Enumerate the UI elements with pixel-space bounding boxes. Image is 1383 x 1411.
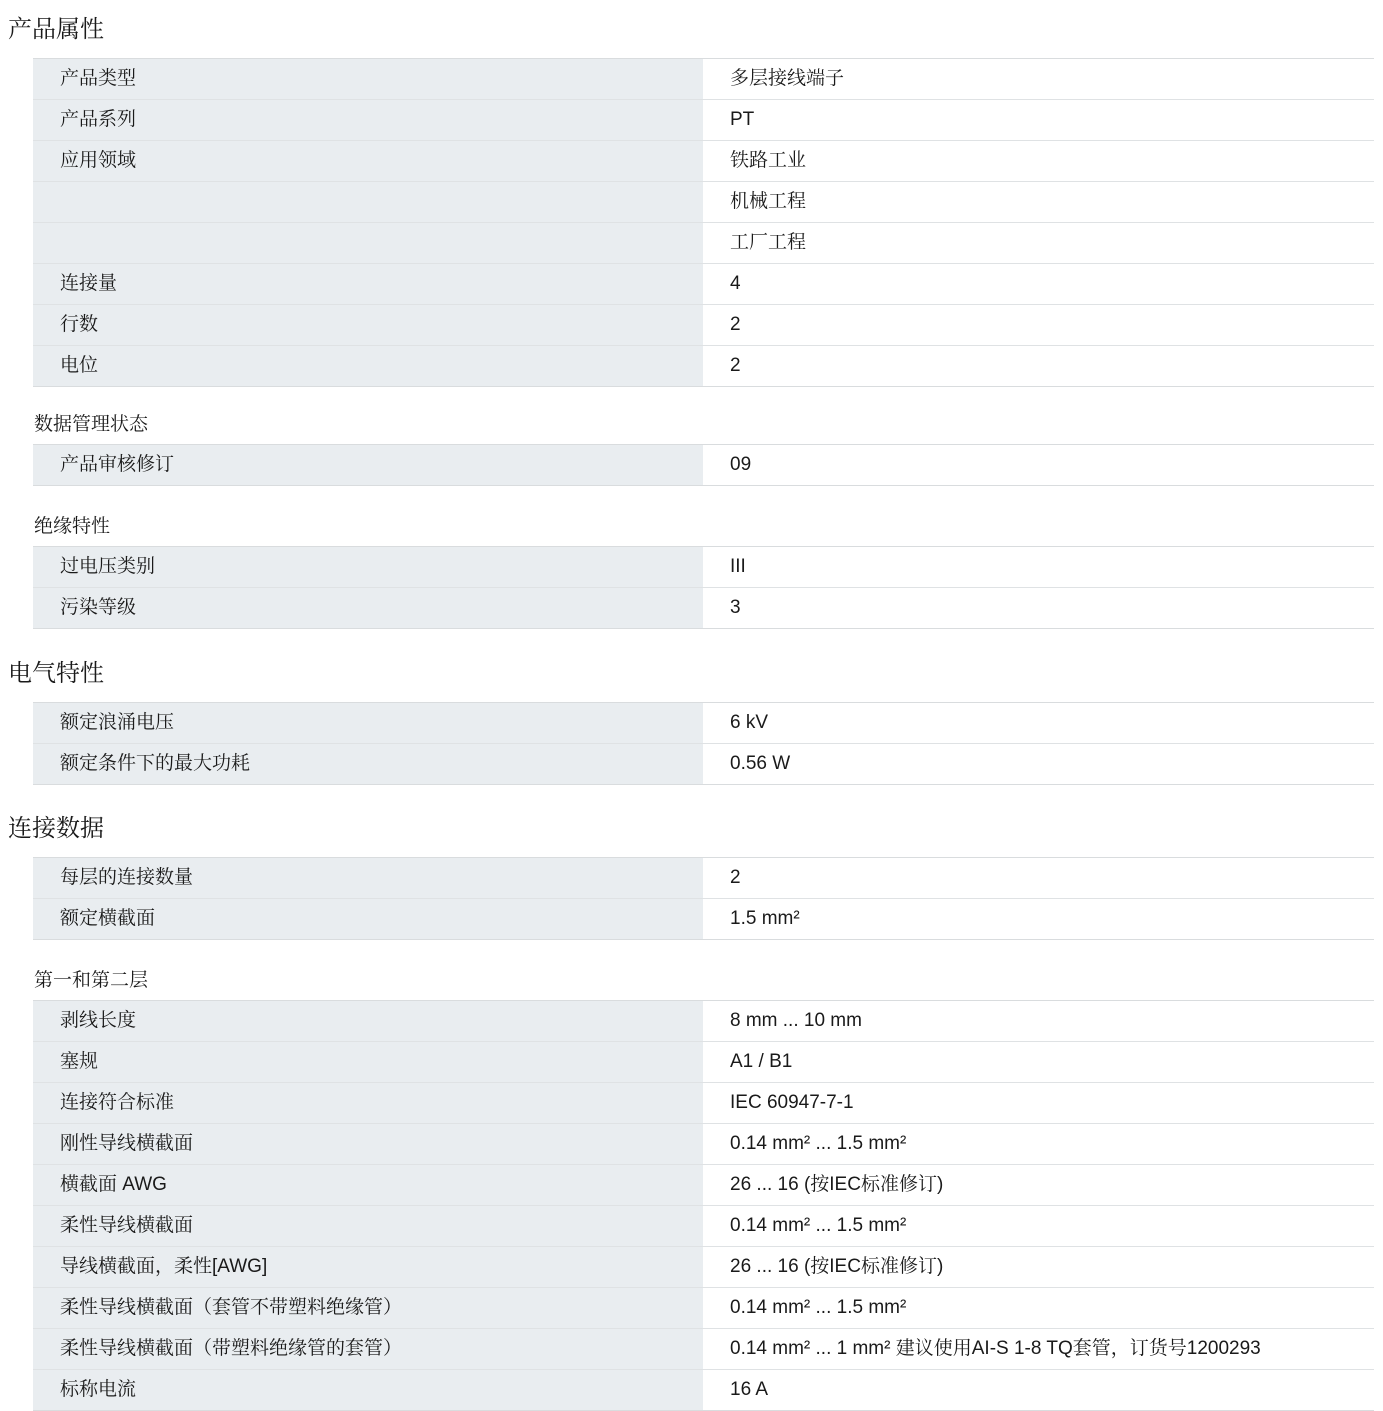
row-value: A1 / B1: [703, 1042, 1374, 1082]
row-key: 连接量: [33, 264, 703, 304]
row-key: 横截面 AWG: [33, 1165, 703, 1205]
row-value: 2: [703, 305, 1374, 345]
row-value: 工厂工程: [703, 223, 1374, 263]
row-key: 应用领域: [33, 141, 703, 181]
row-key: 剥线长度: [33, 1001, 703, 1041]
table-row: [33, 140, 1374, 181]
table-row: [33, 743, 1374, 784]
row-key: 柔性导线横截面（带塑料绝缘管的套管）: [33, 1329, 703, 1369]
table-row: [33, 445, 1374, 485]
row-key: 额定浪涌电压: [33, 703, 703, 743]
table-row: [33, 1287, 1374, 1328]
table-row: [33, 1123, 1374, 1164]
row-value: 多层接线端子: [703, 59, 1374, 99]
row-key: 污染等级: [33, 588, 703, 628]
table-row: [33, 1369, 1374, 1410]
table-row: [33, 304, 1374, 345]
table-row: [33, 1205, 1374, 1246]
table-row: [33, 59, 1374, 99]
row-key: 标称电流: [33, 1370, 703, 1410]
row-key: 产品审核修订: [33, 445, 703, 485]
row-key: 连接符合标准: [33, 1083, 703, 1123]
table-row: [33, 1164, 1374, 1205]
row-key: 额定条件下的最大功耗: [33, 744, 703, 784]
table-row: [33, 858, 1374, 898]
row-value: 0.14 mm² ... 1 mm² 建议使用AI-S 1-8 TQ套管，订货号1200293: [703, 1329, 1374, 1369]
row-key-empty: [33, 223, 703, 263]
row-key-empty: [33, 182, 703, 222]
row-key: 柔性导线横截面（套管不带塑料绝缘管）: [33, 1288, 703, 1328]
row-key: 产品类型: [33, 59, 703, 99]
row-value: IEC 60947-7-1: [703, 1083, 1374, 1123]
row-value: 2: [703, 858, 1374, 898]
table-row: [33, 99, 1374, 140]
row-key: 每层的连接数量: [33, 858, 703, 898]
table-row: [33, 1001, 1374, 1041]
section-title-connection: 连接数据: [8, 815, 104, 842]
table-row: [33, 345, 1374, 386]
row-value: 6 kV: [703, 703, 1374, 743]
row-value: 1.5 mm²: [703, 899, 1374, 939]
insulation-table: [33, 546, 1374, 629]
row-key: 产品系列: [33, 100, 703, 140]
row-key: 导线横截面，柔性[AWG]: [33, 1247, 703, 1287]
row-key: 额定横截面: [33, 899, 703, 939]
table-row: [33, 181, 1374, 222]
row-value: 3: [703, 588, 1374, 628]
row-value: 26 ... 16 (按IEC标准修订): [703, 1247, 1374, 1287]
subtitle-layers: 第一和第二层: [34, 970, 149, 991]
row-value: PT: [703, 100, 1374, 140]
product-attributes-table: [33, 58, 1374, 387]
table-row: [33, 898, 1374, 939]
row-value: 铁路工业: [703, 141, 1374, 181]
row-value: 8 mm ... 10 mm: [703, 1001, 1374, 1041]
row-key: 行数: [33, 305, 703, 345]
row-value: 26 ... 16 (按IEC标准修订): [703, 1165, 1374, 1205]
row-value: 0.14 mm² ... 1.5 mm²: [703, 1206, 1374, 1246]
row-value: 16 A: [703, 1370, 1374, 1410]
row-value: 0.14 mm² ... 1.5 mm²: [703, 1124, 1374, 1164]
row-key: 电位: [33, 346, 703, 386]
row-value: 4: [703, 264, 1374, 304]
row-value: 机械工程: [703, 182, 1374, 222]
row-value: 09: [703, 445, 1374, 485]
table-row: [33, 1246, 1374, 1287]
row-value: III: [703, 547, 1374, 587]
electrical-table: [33, 702, 1374, 785]
table-row: [33, 263, 1374, 304]
row-value: 0.14 mm² ... 1.5 mm²: [703, 1288, 1374, 1328]
subtitle-data-management: 数据管理状态: [34, 414, 149, 435]
subtitle-insulation: 绝缘特性: [34, 516, 111, 537]
section-title-product-attributes: 产品属性: [8, 16, 104, 43]
table-row: [33, 1082, 1374, 1123]
table-row: [33, 587, 1374, 628]
table-row: [33, 703, 1374, 743]
table-row: [33, 1041, 1374, 1082]
connection-table: [33, 857, 1374, 940]
row-key: 柔性导线横截面: [33, 1206, 703, 1246]
layers-table: [33, 1000, 1374, 1411]
row-value: 2: [703, 346, 1374, 386]
section-title-electrical: 电气特性: [8, 660, 104, 687]
data-management-table: [33, 444, 1374, 486]
table-row: [33, 222, 1374, 263]
table-row: [33, 547, 1374, 587]
table-row: [33, 1328, 1374, 1369]
row-value: 0.56 W: [703, 744, 1374, 784]
row-key: 过电压类别: [33, 547, 703, 587]
row-key: 塞规: [33, 1042, 703, 1082]
row-key: 刚性导线横截面: [33, 1124, 703, 1164]
